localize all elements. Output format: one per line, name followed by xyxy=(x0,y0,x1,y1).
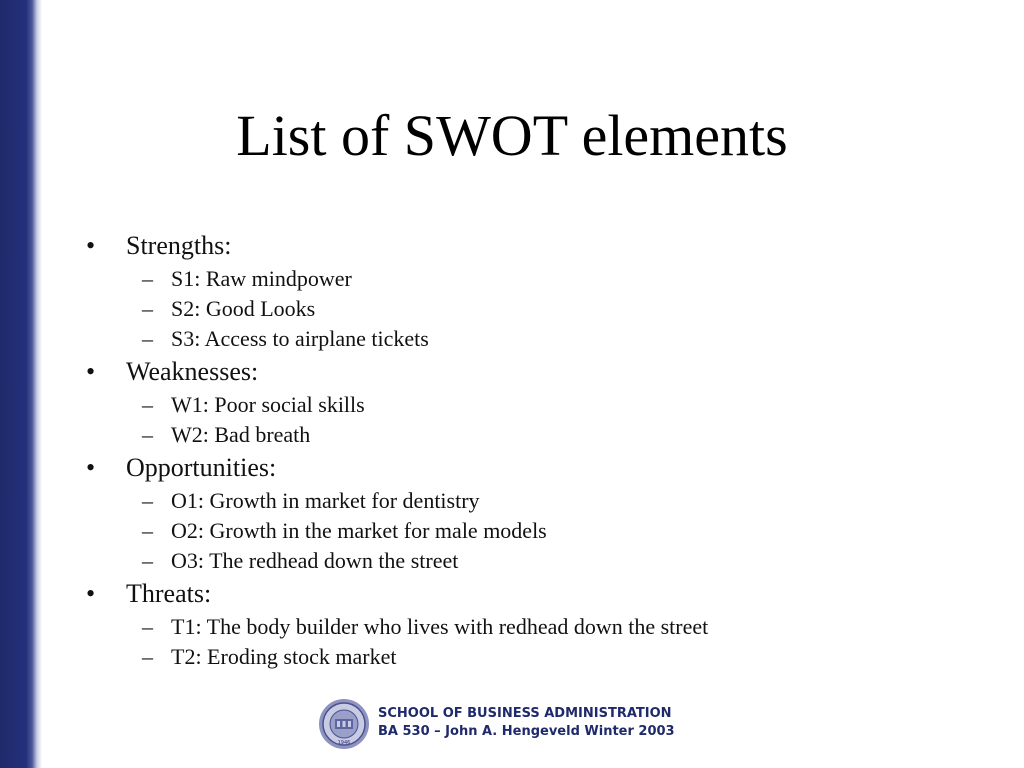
item-text: S1: Raw mindpower xyxy=(171,266,352,291)
bullet-icon: • xyxy=(86,579,96,608)
dash-icon: – xyxy=(142,644,153,669)
dash-icon: – xyxy=(142,392,153,417)
list-item xyxy=(86,422,986,448)
list-item xyxy=(86,518,986,544)
item-text: O3: The redhead down the street xyxy=(171,548,459,573)
list-item xyxy=(86,296,986,322)
section-label: Threats: xyxy=(126,579,212,608)
list-item-section xyxy=(86,230,986,262)
dash-icon: – xyxy=(142,488,153,513)
list-item xyxy=(86,548,986,574)
dash-icon: – xyxy=(142,422,153,447)
dash-icon: – xyxy=(142,548,153,573)
list-item xyxy=(86,644,986,670)
list-item xyxy=(86,488,986,514)
list-item-section xyxy=(86,578,986,610)
item-text: S2: Good Looks xyxy=(171,296,316,321)
seal-year: 1946 xyxy=(337,740,351,746)
bullet-icon: • xyxy=(86,231,96,260)
section-label: Strengths: xyxy=(126,231,232,260)
item-text: T1: The body builder who lives with redhead down the street xyxy=(171,614,709,639)
footer xyxy=(318,698,718,750)
footer-course-info: BA 530 – John A. Hengeveld Winter 2003 xyxy=(378,724,675,739)
dash-icon: – xyxy=(142,326,153,351)
item-text: W2: Bad breath xyxy=(171,422,311,447)
list-item-section xyxy=(86,452,986,484)
item-text: S3: Access to airplane tickets xyxy=(171,326,429,351)
footer-text xyxy=(378,705,675,741)
footer-school-name: SCHOOL OF BUSINESS ADMINISTRATION xyxy=(378,706,672,721)
list-item xyxy=(86,266,986,292)
list-item xyxy=(86,614,986,640)
bullet-icon: • xyxy=(86,453,96,482)
dash-icon: – xyxy=(142,614,153,639)
list-item xyxy=(86,326,986,352)
dash-icon: – xyxy=(142,518,153,543)
school-seal-logo xyxy=(318,698,370,750)
bullet-icon: • xyxy=(86,357,96,386)
list-item-section xyxy=(86,356,986,388)
item-text: T2: Eroding stock market xyxy=(171,644,397,669)
dash-icon: – xyxy=(142,296,153,321)
item-text: O1: Growth in market for dentistry xyxy=(171,488,480,513)
dash-icon: – xyxy=(142,266,153,291)
list-item xyxy=(86,392,986,418)
item-text: W1: Poor social skills xyxy=(171,392,365,417)
swot-list xyxy=(86,226,986,674)
item-text: O2: Growth in the market for male models xyxy=(171,518,547,543)
slide-title: List of SWOT elements xyxy=(236,103,788,168)
section-label: Opportunities: xyxy=(126,453,277,482)
section-label: Weaknesses: xyxy=(126,357,259,386)
